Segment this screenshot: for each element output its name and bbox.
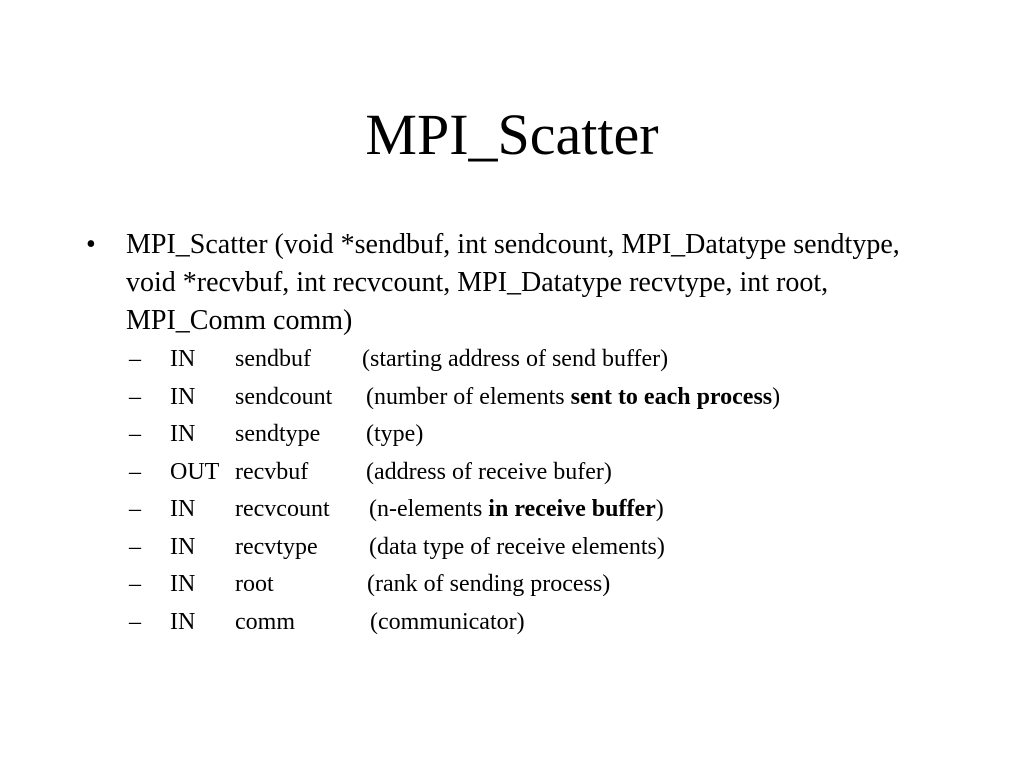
param-name: sendbuf [235,346,311,372]
param-description-close: ) [655,496,664,522]
param-description-close: ) [772,383,781,410]
parameter-item-root [129,566,989,604]
param-description-text: (data type of receive elements) [369,533,665,560]
param-description [369,491,664,529]
param-description-emphasis: sent to each process [570,383,773,410]
param-description [362,341,668,379]
function-signature: MPI_Scatter (void *sendbuf, int sendcount, MPI_Datatype sendtype, void *recvbuf, int recvcount, MPI_Datatype recvtype, int root, MPI_Comm comm) [126,229,900,336]
parameter-item-comm [129,604,989,642]
param-name: recvcount [235,496,330,522]
parameter-item-sendcount [129,379,989,417]
main-bullet [86,226,946,340]
param-direction: IN [170,533,196,560]
param-direction: IN [170,383,196,410]
dash-icon: – [129,346,141,372]
parameter-item-recvbuf [129,454,989,492]
parameter-item-sendtype [129,416,989,454]
param-description [366,416,423,454]
param-description [366,379,780,417]
param-description-text: (rank of sending process) [367,571,611,597]
param-description-text: (starting address of send buffer) [362,346,669,372]
param-direction: IN [170,421,196,447]
dash-icon: – [129,496,141,522]
dash-icon: – [129,383,141,410]
param-direction: IN [170,496,196,522]
dash-icon: – [129,608,141,635]
param-description-text: (number of elements [366,383,571,410]
param-description [366,454,612,492]
param-description-text: (address of receive bufer) [366,458,612,485]
dash-icon: – [129,458,141,485]
bullet-icon: • [86,229,96,260]
param-description-text: (type) [366,421,424,447]
param-description-text: (n-elements [369,496,489,522]
param-name: sendtype [235,421,321,447]
slide-title: MPI_Scatter [365,102,659,167]
dash-icon: – [129,421,141,447]
parameter-item-sendbuf [129,341,989,379]
param-name: root [235,571,274,597]
param-description-emphasis: in receive buffer [488,496,656,522]
param-description [367,566,610,604]
param-description-text: (communicator) [370,608,525,635]
param-description [370,604,525,642]
dash-icon: – [129,571,141,597]
parameter-item-recvtype [129,529,989,567]
param-name: comm [235,608,295,635]
dash-icon: – [129,533,141,560]
param-direction: IN [170,571,196,597]
parameter-item-recvcount [129,491,989,529]
param-description [369,529,665,567]
param-name: recvtype [235,533,318,560]
param-direction: IN [170,346,196,372]
param-name: recvbuf [235,458,309,485]
param-direction: IN [170,608,196,635]
param-direction: OUT [170,458,220,485]
parameter-list [129,341,989,641]
param-name: sendcount [235,383,333,410]
